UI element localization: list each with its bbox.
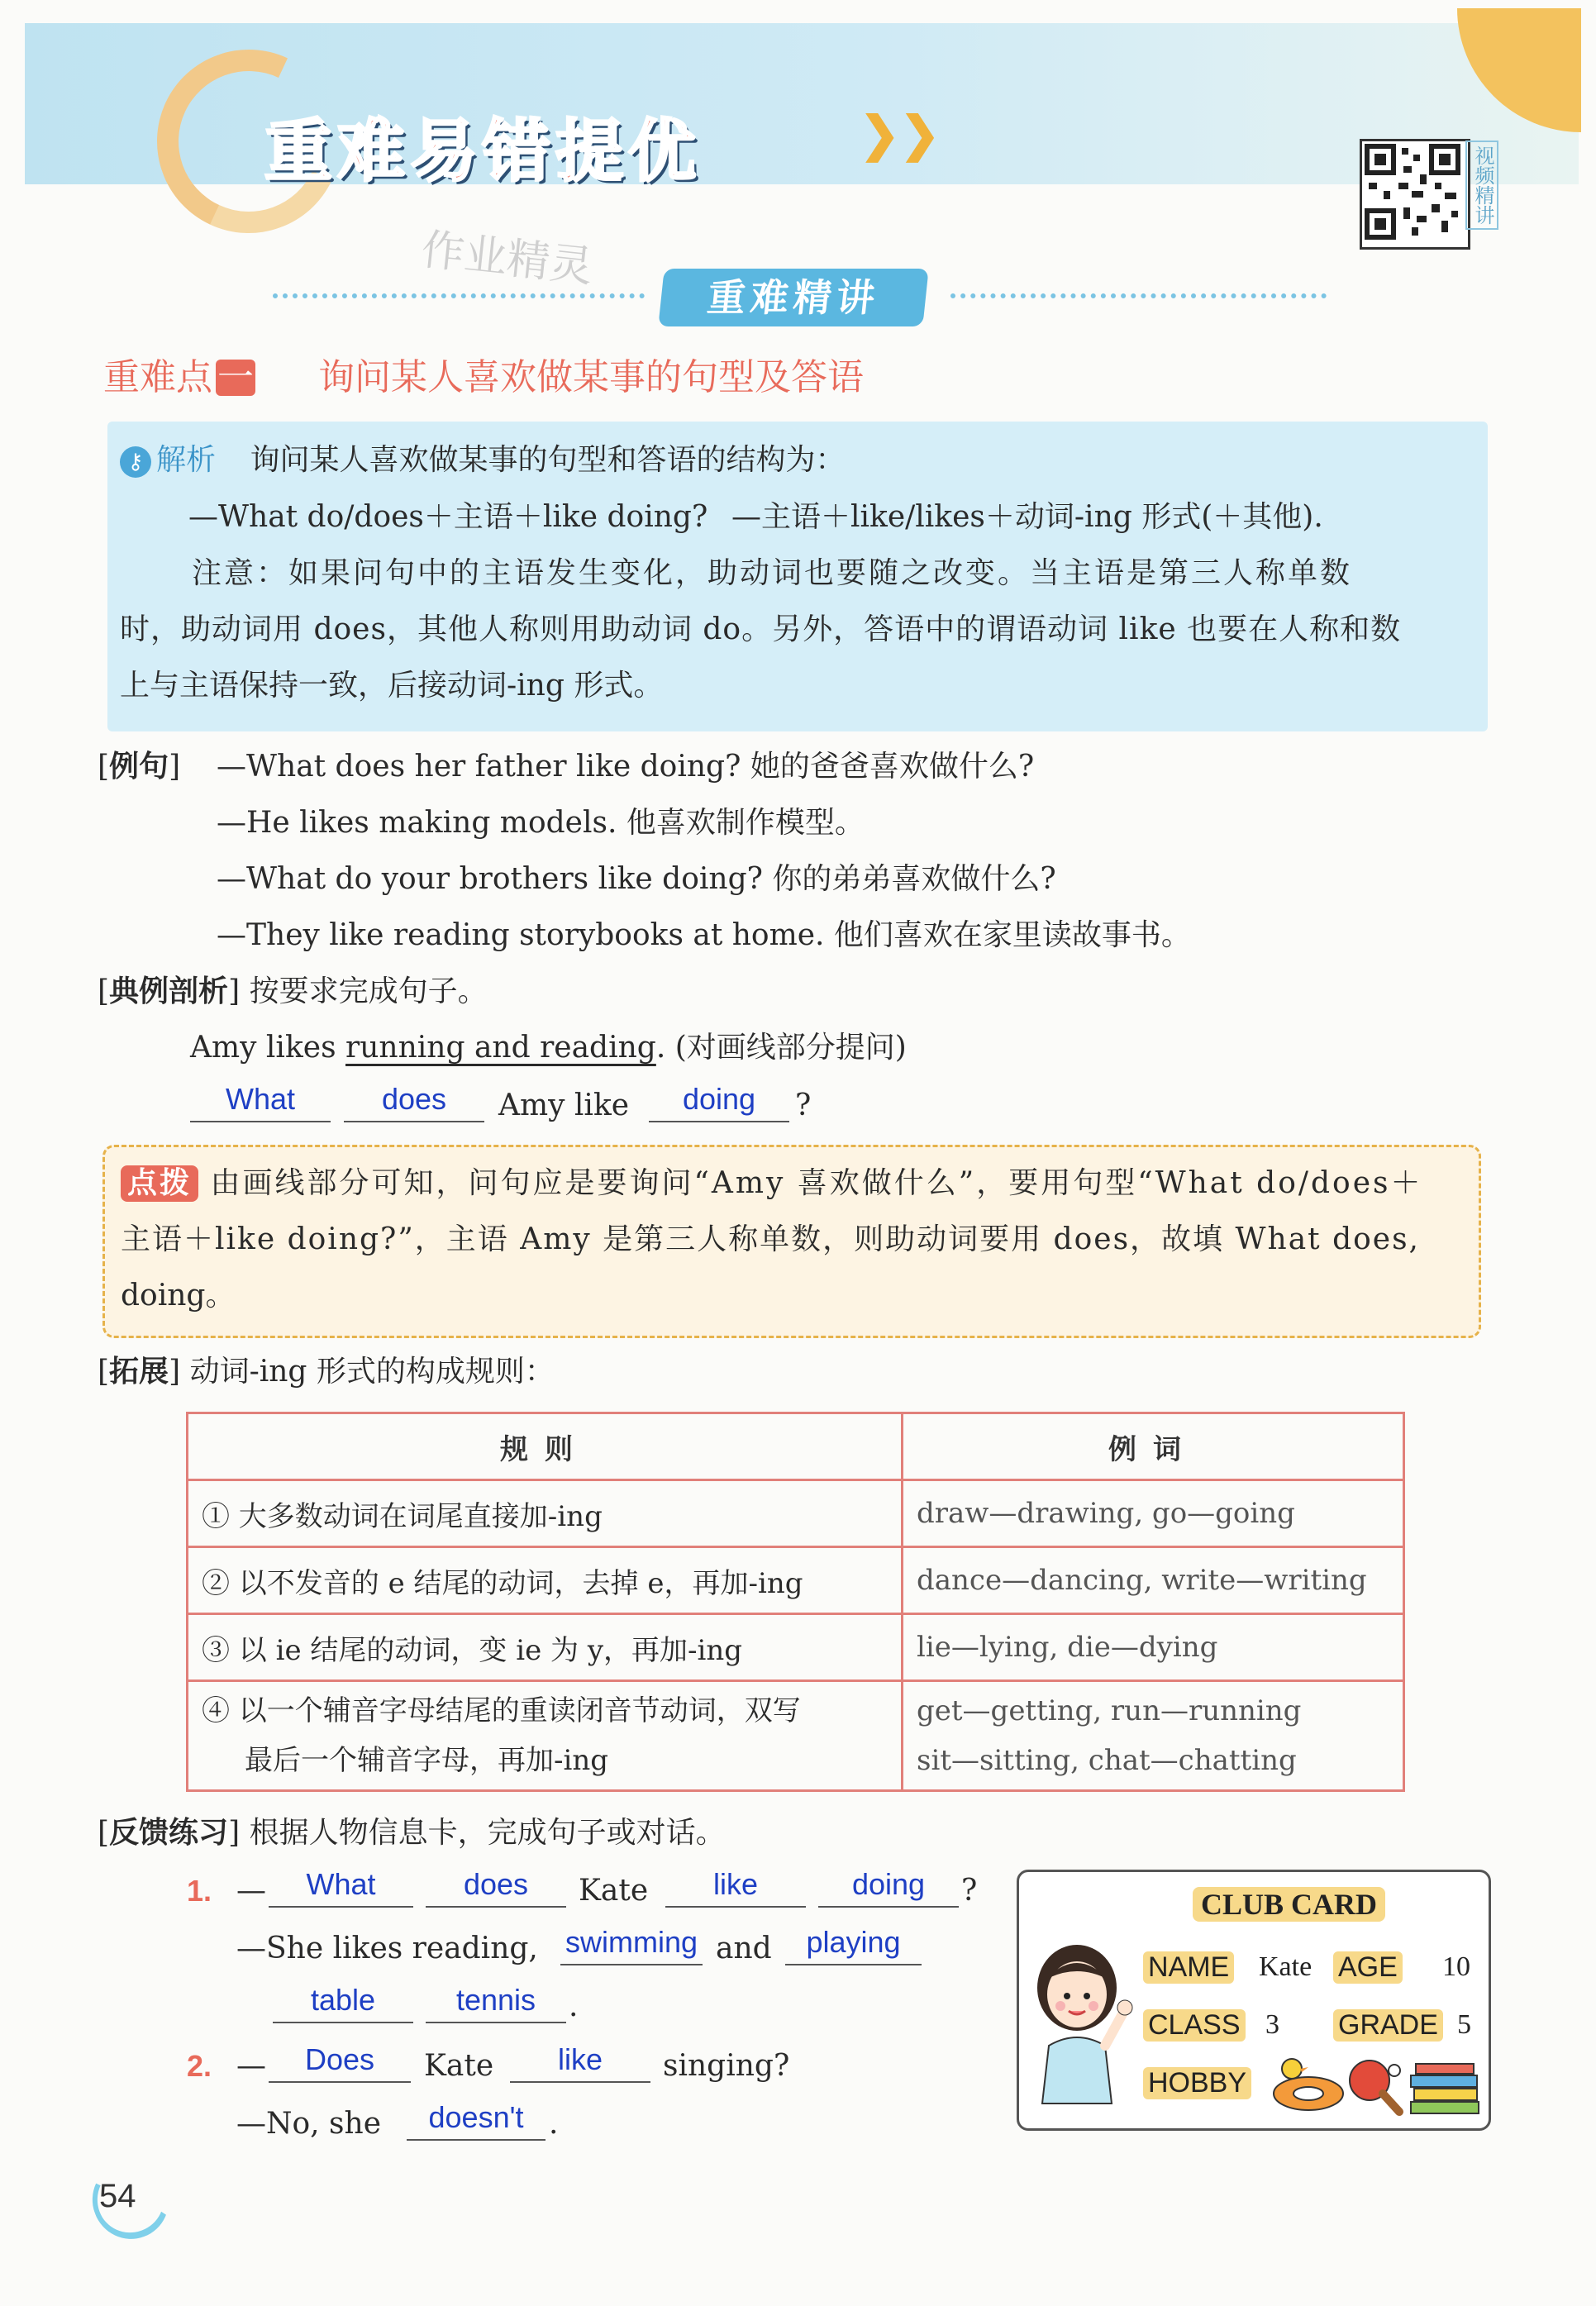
table-header-row: [188, 1413, 1404, 1480]
kate-text: Kate: [424, 2049, 494, 2083]
rule-cell: ④ 以一个辅音字母结尾的重读闭音节动词，双写 最后一个辅音字母，再加-ing: [188, 1681, 903, 1791]
answer-blank[interactable]: doesn't: [407, 2099, 545, 2141]
hint-label: 点拨: [121, 1165, 198, 1202]
example-cell: draw—drawing, go—going: [903, 1480, 1404, 1547]
dash: —: [236, 2049, 266, 2083]
example-cell: lie—lying, die—dying: [903, 1614, 1404, 1681]
double-arrow-icon: ❯❯: [860, 106, 941, 162]
hint-line-3: doing。: [121, 1279, 236, 1313]
ping-pong-paddle-icon: [1343, 2054, 1409, 2120]
page-title: 重难易错提优: [264, 112, 702, 191]
practice-heading: [反馈练习] 根据人物信息卡，完成句子或对话。: [98, 1816, 726, 1850]
section-tag: 重难精讲: [658, 269, 928, 326]
answer-blank[interactable]: swimming: [560, 1924, 703, 1965]
analysis-intro: 询问某人喜欢做某事的句型和答语的结构为：: [250, 443, 846, 477]
structure-question: —What do/does＋主语＋like doing?: [188, 500, 708, 534]
she-likes-text: —She likes reading,: [236, 1932, 538, 1965]
qr-code-icon[interactable]: [1360, 139, 1470, 250]
hobby-key: HOBBY: [1143, 2067, 1251, 2099]
class-key: CLASS: [1143, 2009, 1246, 2042]
example-line-4: —They like reading storybooks at home. 他们喜欢在家里读故事书。: [217, 918, 1191, 952]
answer-blank[interactable]: tennis: [426, 1982, 566, 2023]
example-cell: dance—dancing, write—writing: [903, 1547, 1404, 1614]
answer-blank[interactable]: doing: [649, 1081, 789, 1122]
extension-heading: [拓展] 动词-ing 形式的构成规则：: [98, 1355, 555, 1389]
point-title: 询问某人喜欢做某事的句型及答语: [318, 356, 864, 398]
divider-dots: [950, 293, 1327, 298]
point-number: 一: [217, 356, 254, 398]
example-line-3: —What do your brothers like doing? 你的弟弟喜欢做什么?: [217, 862, 1056, 896]
question-mark: ?: [961, 1874, 978, 1908]
answer-blank[interactable]: like: [665, 1866, 806, 1908]
name-value: Kate: [1259, 1951, 1313, 1982]
club-card-title: CLUB CARD: [1193, 1887, 1385, 1922]
kate-text: Kate: [579, 1874, 649, 1908]
page-number: 54: [99, 2178, 136, 2214]
example-cell: get—getting, run—running sit—sitting, chat—chatting: [903, 1681, 1404, 1791]
header-example: 例词: [903, 1413, 1404, 1480]
answer-blank[interactable]: does: [344, 1081, 484, 1122]
rule-cell: ② 以不发音的 e 结尾的动词，去掉 e，再加-ing: [188, 1547, 903, 1614]
grade-value: 5: [1457, 2009, 1471, 2040]
table-row: [188, 1681, 1404, 1791]
header-rule: 规则: [188, 1413, 903, 1480]
rule-cell: ③ 以 ie 结尾的动词，变 ie 为 y，再加-ing: [188, 1614, 903, 1681]
underlined-part: running and reading: [345, 1031, 656, 1065]
analysis-note-2: 时，助动词用 does，其他人称则用助动词 do。另外，答语中的谓语动词 like 也要在人称和数: [120, 612, 1402, 646]
answer-blank[interactable]: playing: [785, 1924, 922, 1965]
analysis-note-1: 注意：如果问句中的主语发生变化，助动词也要随之改变。当主语是第三人称单数: [192, 556, 1353, 590]
divider-dots: [273, 293, 645, 298]
and-text: and: [716, 1932, 772, 1965]
question-mark: ?: [795, 1089, 812, 1122]
period: .: [569, 1989, 579, 2023]
girl-avatar-icon: [1026, 1930, 1133, 2112]
example-line-2: —He likes making models. 他喜欢制作模型。: [217, 806, 865, 840]
answer-blank[interactable]: like: [510, 2042, 650, 2083]
analysis-label: 解析: [156, 443, 217, 477]
dash: —: [236, 1874, 266, 1908]
key-icon: ⚷: [120, 446, 151, 478]
point-heading: [103, 347, 255, 400]
analysis-note-3: 上与主语保持一致，后接动词-ing 形式。: [120, 669, 664, 703]
answer-blank[interactable]: Does: [269, 2042, 411, 2083]
table-row: [188, 1547, 1404, 1614]
answer-blank[interactable]: What: [269, 1866, 413, 1908]
video-label: 视频精讲: [1465, 141, 1498, 230]
analysis-intro-line: [120, 442, 845, 479]
books-icon: [1408, 2061, 1482, 2118]
name-key: NAME: [1143, 1951, 1234, 1984]
answer-blank[interactable]: does: [426, 1866, 566, 1908]
no-she-text: —No, she: [236, 2107, 382, 2141]
singing-text: singing?: [663, 2049, 790, 2083]
club-card: [1017, 1870, 1491, 2131]
watermark: 作业精灵: [418, 225, 596, 293]
class-value: 3: [1265, 2009, 1279, 2040]
rule-cell: ① 大多数动词在词尾直接加-ing: [188, 1480, 903, 1547]
age-key: AGE: [1333, 1951, 1403, 1984]
hint-line-2: 主语＋like doing?”，主语 Amy 是第三人称单数，则助动词要用 does，故填 What does,: [121, 1222, 1421, 1256]
typical-sentence: Amy likes running and reading. (对画线部分提问): [190, 1031, 907, 1065]
answer-blank[interactable]: doing: [818, 1866, 959, 1908]
rules-table: [186, 1412, 1405, 1792]
table-row: [188, 1480, 1404, 1547]
structure-answer: —主语＋like/likes＋动词-ing 形式(＋其他).: [731, 500, 1323, 534]
grade-key: GRADE: [1333, 2009, 1443, 2042]
typical-heading: [典例剖析] 按要求完成句子。: [98, 974, 488, 1008]
question-number: 2.: [187, 2049, 212, 2083]
hint-line-1: 点拨 由画线部分可知，问句应是要询问“Amy 喜欢做什么”，要用句型“What do/does＋: [121, 1165, 1423, 1202]
period: .: [549, 2107, 559, 2141]
example-line-1: —What does her father like doing? 她的爸爸喜欢做什么?: [217, 750, 1035, 784]
age-value: 10: [1442, 1951, 1470, 1982]
point-prefix: 重难点: [103, 356, 212, 398]
question-number: 1.: [187, 1874, 212, 1908]
answer-blank[interactable]: table: [273, 1982, 413, 2023]
swim-ring-icon: [1267, 2056, 1350, 2113]
amy-like-text: Amy like: [498, 1089, 630, 1122]
table-row: [188, 1614, 1404, 1681]
answer-blank[interactable]: What: [190, 1081, 331, 1122]
examples-label: [例句]: [98, 750, 181, 784]
